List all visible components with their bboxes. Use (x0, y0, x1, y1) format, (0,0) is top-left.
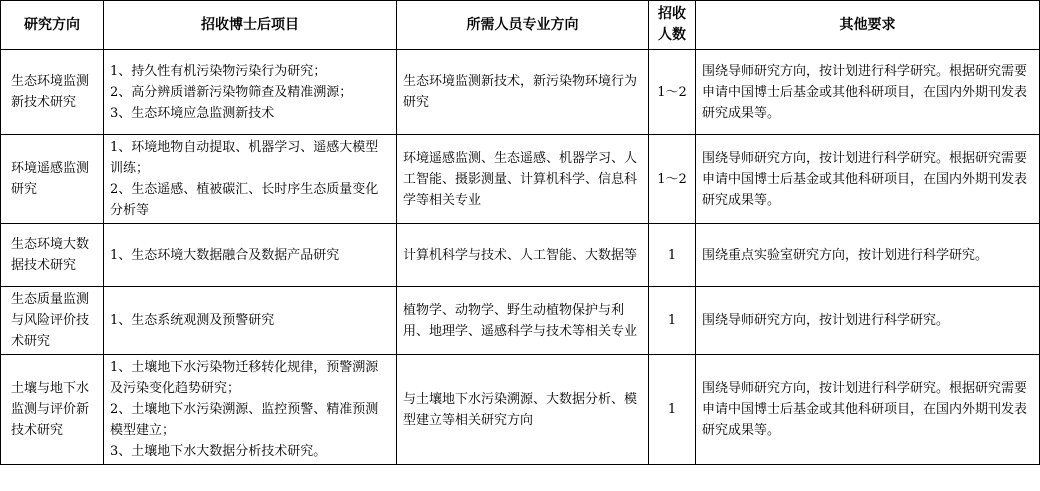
header-direction: 研究方向 (1, 1, 104, 50)
cell-direction: 环境遥感监测研究 (1, 135, 104, 224)
cell-other: 围绕导师研究方向，按计划进行科学研究。根据研究需要申请中国博士后基金或其他科研项目，在国内外期刊发表研究成果等。 (696, 355, 1040, 465)
cell-other: 围绕导师研究方向，按计划进行科学研究。根据研究需要申请中国博士后基金或其他科研项目，在国内外期刊发表研究成果等。 (696, 135, 1040, 224)
table-row (1, 224, 1040, 287)
table-row (1, 135, 1040, 224)
cell-major: 与土壤地下水污染溯源、大数据分析、模型建立等相关研究方向 (397, 355, 649, 465)
cell-direction: 生态环境监测新技术研究 (1, 50, 104, 135)
cell-count: 1～2 (649, 50, 696, 135)
project-text: 1、土壤地下水污染物迁移转化规律，预警溯源及污染变化趋势研究； 2、土壤地下水污染溯源、监控预警、精准预测模型建立； 3、土壤地下水大数据分析技术研究。 (110, 360, 379, 459)
project-text: 1、持久性有机污染物污染行为研究； 2、高分辨质谱新污染物筛查及精准溯源； 3、生态环境应急监测新技术 (110, 63, 353, 121)
cell-count: 1～2 (649, 135, 696, 224)
cell-count: 1 (649, 224, 696, 287)
table-row (1, 50, 1040, 135)
project-text: 1、生态系统观测及预警研究 (110, 313, 275, 328)
header-project: 招收博士后项目 (104, 1, 397, 50)
table-row (1, 287, 1040, 355)
cell-direction: 土壤与地下水监测与评价新技术研究 (1, 355, 104, 465)
cell-project (104, 224, 397, 287)
cell-major: 植物学、动物学、野生动植物保护与利用、地理学、遥感科学与技术等相关专业 (397, 287, 649, 355)
cell-other: 围绕导师研究方向，按计划进行科学研究。根据研究需要申请中国博士后基金或其他科研项目，在国内外期刊发表研究成果等。 (696, 50, 1040, 135)
header-row (1, 1, 1040, 50)
cell-major: 环境遥感监测、生态遥感、机器学习、人工智能、摄影测量、计算机科学、信息科学等相关专业 (397, 135, 649, 224)
cell-other: 围绕重点实验室研究方向，按计划进行科学研究。 (696, 224, 1040, 287)
header-count: 招收人数 (649, 1, 696, 50)
cell-major: 计算机科学与技术、人工智能、大数据等 (397, 224, 649, 287)
project-text: 1、生态环境大数据融合及数据产品研究 (110, 247, 340, 263)
cell-project (104, 50, 397, 135)
cell-direction: 生态环境大数据技术研究 (1, 224, 104, 287)
cell-count: 1 (649, 287, 696, 355)
header-other: 其他要求 (696, 1, 1040, 50)
table-row (1, 355, 1040, 465)
cell-count: 1 (649, 355, 696, 465)
cell-major: 生态环境监测新技术，新污染物环境行为研究 (397, 50, 649, 135)
cell-project (104, 287, 397, 355)
cell-direction: 生态质量监测与风险评价技术研究 (1, 287, 104, 355)
header-major: 所需人员专业方向 (397, 1, 649, 50)
cell-project (104, 135, 397, 224)
cell-other: 围绕导师研究方向，按计划进行科学研究。 (696, 287, 1040, 355)
cell-project (104, 355, 397, 465)
project-text: 1、环境地物自动提取、机器学习、遥感大模型训练； 2、生态遥感、植被碳汇、长时序生态质量变化分析等 (110, 140, 379, 218)
